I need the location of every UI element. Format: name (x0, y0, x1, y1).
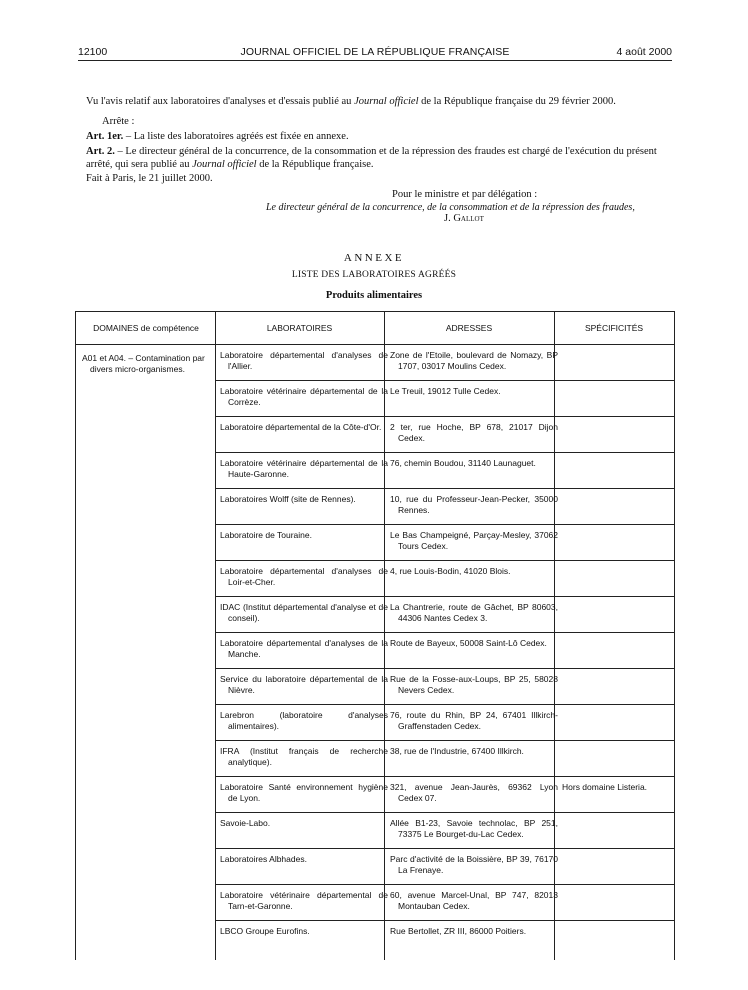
laboratory-address: Parc d'activité de la Boissière, BP 39, 76170 La Frenaye. (390, 854, 558, 875)
laboratory-name: LBCO Groupe Eurofins. (220, 926, 310, 936)
laboratory-name: Laboratoire départemental d'analyses de l'Allier. (220, 350, 388, 371)
laboratory-name: IFRA (Institut français de recherche analytique). (220, 746, 388, 767)
table-row (215, 345, 674, 381)
laboratory-name: Laboratoire vétérinaire départemental de la Haute-Garonne. (220, 458, 388, 479)
laboratory-name: Laboratoire départemental d'analyses de Loir-et-Cher. (220, 566, 388, 587)
laboratory-address: 38, rue de l'Industrie, 67400 Illkirch. (390, 746, 524, 756)
arrete-line (86, 115, 672, 128)
laboratory-name: Laboratoire départemental d'analyses de la Manche. (220, 638, 388, 659)
laboratory-address: Le Treuil, 19012 Tulle Cedex. (390, 386, 501, 396)
table-row (215, 741, 674, 777)
laboratory-address: 2 ter, rue Hoche, BP 678, 21017 Dijon Cedex. (390, 422, 558, 443)
table-row (215, 777, 674, 813)
table-row (215, 561, 674, 597)
laboratory-address: Zone de l'Etoile, boulevard de Nomazy, BP 1707, 03017 Moulins Cedex. (390, 350, 558, 371)
fait-text: Fait à Paris, le 21 juillet 2000. (86, 173, 213, 184)
laboratory-name: Service du laboratoire départemental de la Nièvre. (220, 674, 388, 695)
art2-journal-italic: Journal officiel (192, 159, 257, 170)
table-row (215, 489, 674, 525)
laboratory-name: Laboratoires Wolff (site de Rennes). (220, 494, 356, 504)
art2-text: – Le directeur général de la concurrence, de la consommation et de la répression des fraudes est chargé de l'exécution du présent arrêté, qui sera publié au (86, 146, 657, 170)
article-1 (86, 130, 672, 143)
annexe-section: Produits alimentaires (325, 290, 423, 301)
table-row (215, 417, 674, 453)
table-header (76, 312, 674, 345)
laboratory-name: Laboratoire départemental de la Côte-d'Or. (220, 422, 382, 432)
table-row (215, 453, 674, 489)
laboratory-name: Savoie-Labo. (220, 818, 271, 828)
laboratory-name: Laboratoire de Touraine. (220, 530, 312, 540)
laboratory-name: Laboratoire vétérinaire départemental de Tarn-et-Garonne. (220, 890, 388, 911)
art2-end: de la République française. (259, 159, 374, 170)
preamble-vu (86, 95, 672, 108)
laboratory-address: 321, avenue Jean-Jaurès, 69362 Lyon Cedex 07. (390, 782, 558, 803)
laboratory-address: 60, avenue Marcel-Unal, BP 747, 82013 Montauban Cedex. (390, 890, 558, 911)
header-adresses: ADRESSES (445, 323, 493, 333)
laboratory-address: Rue Bertollet, ZR III, 86000 Poitiers. (390, 926, 527, 936)
laboratory-address: Le Bas Champeigné, Parçay-Mesley, 37062 Tours Cedex. (390, 530, 558, 551)
arrete-text: Arrête : (102, 116, 135, 127)
table-row (215, 633, 674, 669)
laboratory-name: Laboratoire vétérinaire départemental de la Corrèze. (220, 386, 388, 407)
laboratory-address: 76, route du Rhin, BP 24, 67401 Illkirch-Graffenstaden Cedex. (390, 710, 558, 731)
page-number: 12100 (78, 46, 108, 58)
laboratory-address: Route de Bayeux, 50008 Saint-Lô Cedex. (390, 638, 547, 648)
fait-line (86, 172, 672, 185)
journal-title: JOURNAL OFFICIEL DE LA RÉPUBLIQUE FRANÇAISE (240, 46, 510, 58)
laboratory-name: Laboratoire Santé environnement hygiène de Lyon. (220, 782, 388, 803)
article-2 (86, 145, 672, 171)
table-row (215, 525, 674, 561)
signature-line-2: Le directeur général de la concurrence, de la consommation et de la répression des fraudes, (266, 202, 635, 213)
table-row (215, 849, 674, 885)
art1-label: Art. 1er. (86, 131, 124, 142)
laboratory-address: 4, rue Louis-Bodin, 41020 Blois. (390, 566, 511, 576)
table-row (215, 813, 674, 849)
header-laboratoires: LABORATOIRES (266, 323, 333, 333)
vu-end: de la République française du 29 février 2000. (421, 96, 616, 107)
art2-label: Art. 2. (86, 146, 115, 157)
table-row (215, 381, 674, 417)
header-rule (78, 60, 672, 61)
annexe-subtitle: LISTE DES LABORATOIRES AGRÉÉS (291, 270, 457, 280)
laboratory-name: Larebron (laboratoire d'analyses alimentaires). (220, 710, 388, 731)
laboratory-address: 76, chemin Boudou, 31140 Launaguet. (390, 458, 536, 468)
header-domaines: DOMAINES de compétence (93, 323, 199, 333)
table-row (215, 921, 674, 957)
laboratories-table (75, 311, 675, 960)
issue-date: 4 août 2000 (616, 46, 672, 58)
laboratory-address: Allée B1-23, Savoie technolac, BP 251, 73375 Le Bourget-du-Lac Cedex. (390, 818, 558, 839)
table-row (215, 705, 674, 741)
table-row (215, 885, 674, 921)
laboratory-name: IDAC (Institut départemental d'analyse et de conseil). (220, 602, 388, 623)
laboratory-specificity: Hors domaine Listeria. (562, 782, 648, 792)
table-row (215, 597, 674, 633)
laboratory-name: Laboratoires Albhades. (220, 854, 307, 864)
vu-journal-italic: Journal officiel (354, 96, 419, 107)
art1-text: – La liste des laboratoires agréés est fixée en annexe. (125, 131, 349, 142)
laboratory-address: 10, rue du Professeur-Jean-Pecker, 35000 Rennes. (390, 494, 558, 515)
vu-text: Vu l'avis relatif aux laboratoires d'analyses et d'essais publié au (86, 96, 352, 107)
table-row (215, 669, 674, 705)
signature-name: J. Gallot (444, 213, 484, 224)
header-specificites: SPÉCIFICITÉS (584, 323, 644, 333)
signature-line-1: Pour le ministre et par délégation : (392, 189, 538, 200)
page-header (78, 42, 672, 62)
domain-cell: A01 et A04. – Contamination par divers micro-organismes. (82, 353, 205, 374)
laboratory-address: La Chantrerie, route de Gâchet, BP 80603, 44306 Nantes Cedex 3. (390, 602, 558, 623)
laboratory-address: Rue de la Fosse-aux-Loups, BP 25, 58028 Nevers Cedex. (390, 674, 558, 695)
annexe-title: ANNEXE (343, 252, 405, 264)
